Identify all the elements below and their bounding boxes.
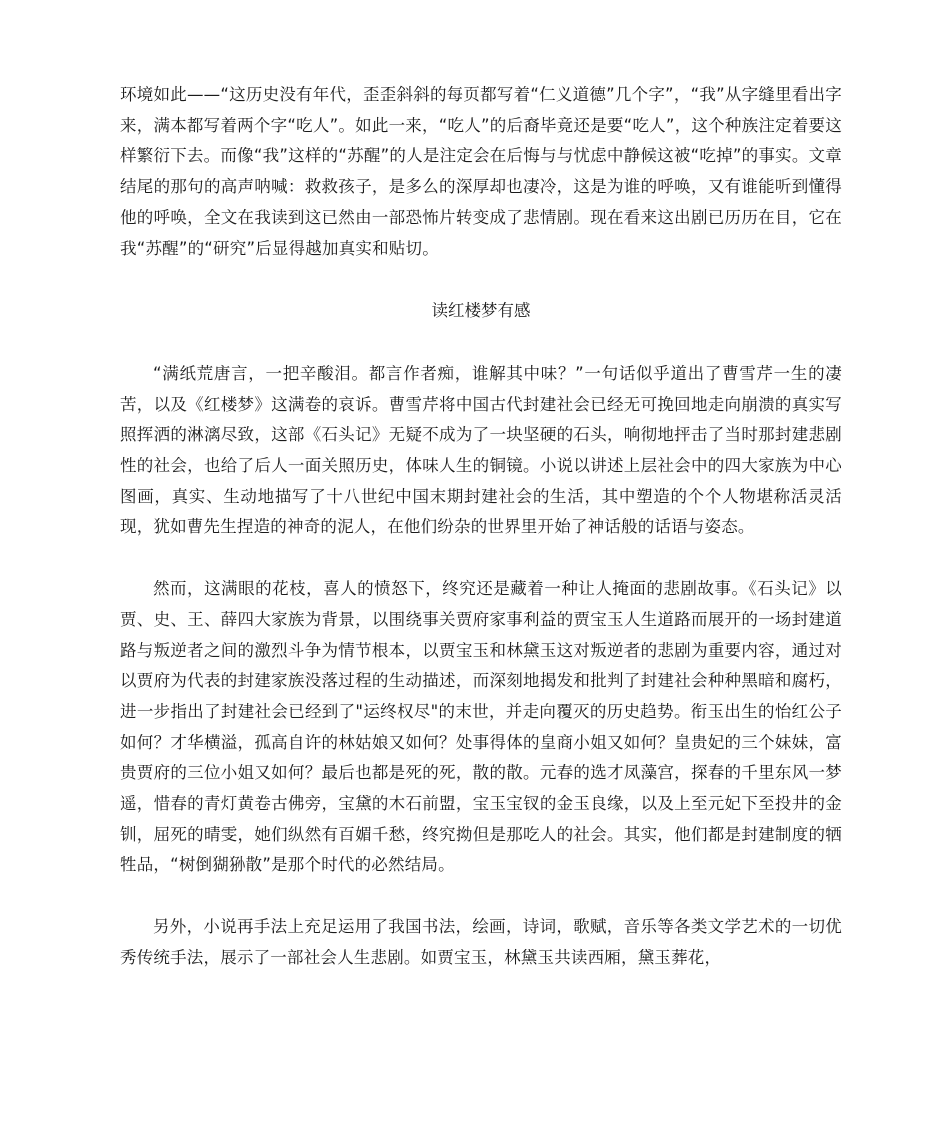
paragraph-2: 然而，这满眼的花枝，喜人的愤怒下，终究还是藏着一种让人掩面的悲剧故事。《石头记》以贾、史、王、薛四大家族为背景，以围绕事关贾府家事利益的贾宝玉人生道路而展开的一场封建道路与叛逆者之间的激烈斗争为情节根本，以贾宝玉和林黛玉这对叛逆者的悲剧为重要内容，通过对以贾府为代表的封建家族没落过程的生动描述，而深刻地揭发和批判了封建社会种种黑暗和腐朽，进一步指出了封建社会已经到了"运终权尽"的末世，并走向覆灭的历史趋势。衔玉出生的怡红公子如何？才华横溢，孤高自许的林姑娘又如何？处事得体的皇商小姐又如何？皇贵妃的三个妹妹，富贵贾府的三位小姐又如何？最后也都是死的死，散的散。元春的选才凤藻宫，探春的千里东风一梦遥，惜春的青灯黄卷古佛旁，宝黛的木石前盟，宝玉宝钗的金玉良缘，以及上至元妃下至投井的金钏，屈死的晴雯，她们纵然有百媚千愁，终究拗但是那吃人的社会。其实，他们都是封建制度的牺牲品，“树倒猢狲散”是那个时代的必然结局。	[120, 579, 842, 875]
document-page	[120, 80, 842, 974]
section-title: 读红楼梦有感	[431, 301, 531, 321]
paragraph-intro: 环境如此——“这历史没有年代，歪歪斜斜的每页都写着“仁义道德”几个字”，“我”从字缝里看出字来，满本都写着两个字“吃人”。如此一来，“吃人”的后裔毕竟还是要“吃人”，这个种族注定着要这样繁衍下去。而像“我”这样的“苏醒”的人是注定会在后悔与与忧虑中静候这被“吃掉”的事实。文章结尾的那句的高声呐喊：救救孩子，是多么的深厚却也凄冷，这是为谁的呼唤，又有谁能听到懂得他的呼唤，全文在我读到这已然由一部恐怖片转变成了悲情剧。现在看来这出剧已历历在目，它在我“苏醒”的“研究”后显得越加真实和贴切。	[120, 85, 842, 258]
paragraph-3: 另外，小说再手法上充足运用了我国书法，绘画，诗词，歌赋，音乐等各类文学艺术的一切优秀传统手法，展示了一部社会人生悲剧。如贾宝玉，林黛玉共读西厢，黛玉葬花，	[120, 917, 842, 967]
paragraph-1: “满纸荒唐言，一把辛酸泪。都言作者痴，谁解其中味？”一句话似乎道出了曹雪芹一生的凄苦，以及《红楼梦》这满卷的哀诉。曹雪芹将中国古代封建社会已经无可挽回地走向崩溃的真实写照挥洒的淋漓尽致，这部《石头记》无疑不成为了一块坚硬的石头，响彻地抨击了当时那封建悲剧性的社会，也给了后人一面关照历史，体味人生的铜镜。小说以讲述上层社会中的四大家族为中心图画，真实、生动地描写了十八世纪中国末期封建社会的生活，其中塑造的个个人物堪称活灵活现，犹如曹先生捏造的神奇的泥人，在他们纷杂的世界里开始了神话般的话语与姿态。	[120, 363, 842, 537]
